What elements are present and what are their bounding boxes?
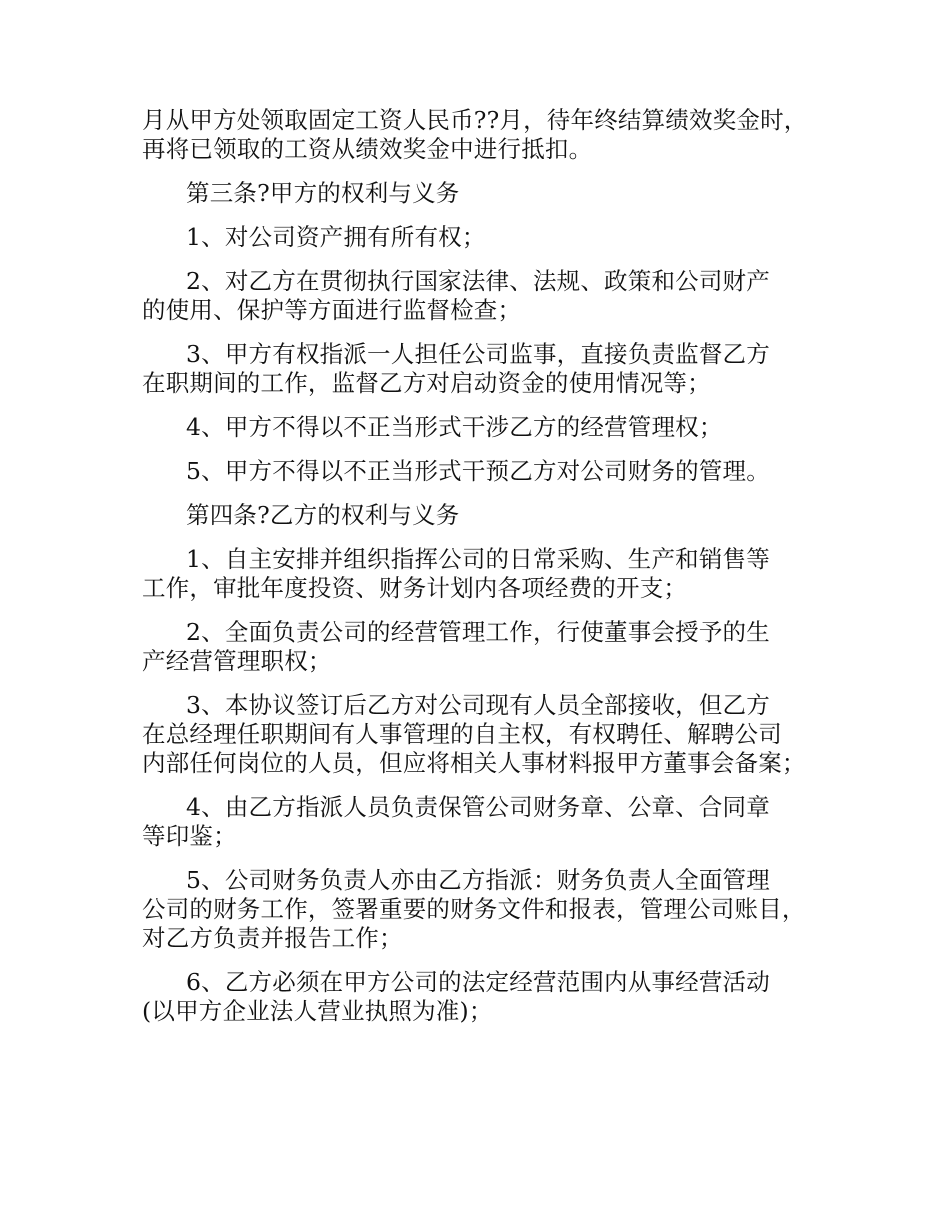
paragraph-p8 <box>142 501 832 530</box>
text-line: 2、对乙方在贯彻执行国家法律、法规、政策和公司财产 <box>186 267 770 295</box>
text-line: 第三条?甲方的权利与义务 <box>186 179 460 207</box>
document-body <box>142 106 832 1041</box>
paragraph-p7 <box>142 457 832 486</box>
text-line: 3、甲方有权指派一人担任公司监事，直接负责监督乙方 <box>186 340 770 368</box>
text-line: 在总经理任职期间有人事管理的自主权，有权聘任、解聘公司 <box>142 720 782 748</box>
text-line: 4、由乙方指派人员负责保管公司财务章、公章、合同章 <box>186 793 770 821</box>
text-line: 内部任何岗位的人员，但应将相关人事材料报甲方董事会备案； <box>142 749 806 777</box>
text-line: 6、乙方必须在甲方公司的法定经营范围内从事经营活动 <box>186 968 770 996</box>
paragraph-p13 <box>142 866 832 953</box>
text-line: 3、本协议签订后乙方对公司现有人员全部接收，但乙方 <box>186 691 770 719</box>
text-line: 的使用、保护等方面进行监督检查； <box>142 296 522 324</box>
text-line: 公司的财务工作，签署重要的财务文件和报表，管理公司账目， <box>142 895 806 923</box>
text-line: 2、全面负责公司的经营管理工作，行使董事会授予的生 <box>186 618 770 646</box>
paragraph-p6 <box>142 413 832 442</box>
text-line: (以甲方企业法人营业执照为准)； <box>142 997 493 1025</box>
text-line: 再将已领取的工资从绩效奖金中进行抵扣。 <box>142 135 593 163</box>
paragraph-p1 <box>142 106 832 164</box>
text-line: 5、公司财务负责人亦由乙方指派：财务负责人全面管理 <box>186 866 770 894</box>
text-line: 第四条?乙方的权利与义务 <box>186 501 460 529</box>
paragraph-p5 <box>142 340 832 398</box>
text-line: 工作，审批年度投资、财务计划内各项经费的开支； <box>142 574 688 602</box>
paragraph-p10 <box>142 618 832 676</box>
text-line: 产经营管理职权； <box>142 647 332 675</box>
paragraph-p9 <box>142 545 832 603</box>
paragraph-p14 <box>142 968 832 1026</box>
text-line: 月从甲方处领取固定工资人民币??月，待年终结算绩效奖金时， <box>142 106 808 134</box>
paragraph-p12 <box>142 793 832 851</box>
text-line: 对乙方负责并报告工作； <box>142 924 403 952</box>
paragraph-p11 <box>142 691 832 778</box>
text-line: 1、自主安排并组织指挥公司的日常采购、生产和销售等 <box>186 545 770 573</box>
paragraph-p3 <box>142 223 832 252</box>
paragraph-p4 <box>142 267 832 325</box>
text-line: 等印鉴； <box>142 822 237 850</box>
text-line: 4、甲方不得以不正当形式干涉乙方的经营管理权； <box>186 413 723 441</box>
text-line: 1、对公司资产拥有所有权； <box>186 223 486 251</box>
paragraph-p2 <box>142 179 832 208</box>
text-line: 在职期间的工作，监督乙方对启动资金的使用情况等； <box>142 369 711 397</box>
text-line: 5、甲方不得以不正当形式干预乙方对公司财务的管理。 <box>186 457 770 485</box>
